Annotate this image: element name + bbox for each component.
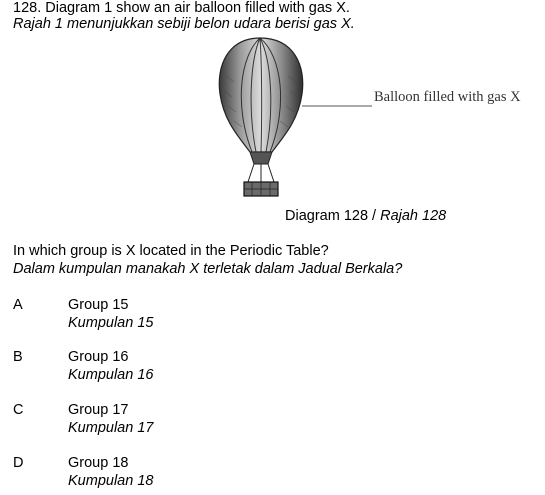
option-label-en: Group 17: [68, 402, 129, 418]
question-stem-ms: Rajah 1 menunjukkan sebiji belon udara berisi gas X.: [13, 16, 355, 32]
balloon-figure: [210, 36, 540, 206]
option-a[interactable]: [13, 297, 513, 337]
option-label-en: Group 15: [68, 297, 129, 313]
prompt-en: In which group is X located in the Periodic Table?: [13, 243, 329, 259]
balloon-ropes: [248, 164, 274, 182]
option-label-en: Group 16: [68, 349, 129, 365]
option-d[interactable]: [13, 455, 513, 495]
balloon-illustration: [210, 36, 540, 206]
option-label-ms: Kumpulan 17: [68, 420, 154, 436]
figure-caption: [285, 208, 446, 225]
option-label-en: Group 18: [68, 455, 129, 471]
question-stem-en: 128. Diagram 1 show an air balloon filled with gas X.: [13, 0, 350, 16]
option-letter: C: [13, 402, 24, 418]
balloon-skirt: [250, 152, 272, 164]
option-label-ms: Kumpulan 15: [68, 315, 154, 331]
option-c[interactable]: [13, 402, 513, 442]
option-letter: A: [13, 297, 23, 313]
prompt-ms: Dalam kumpulan manakah X terletak dalam Jadual Berkala?: [13, 261, 403, 277]
option-letter: D: [13, 455, 24, 471]
option-letter: B: [13, 349, 23, 365]
option-label-ms: Kumpulan 16: [68, 367, 154, 383]
option-label-ms: Kumpulan 18: [68, 473, 154, 489]
option-b[interactable]: [13, 349, 513, 389]
caption-en: Diagram 128 /: [285, 208, 381, 224]
callout-label: Balloon filled with gas X: [374, 89, 521, 105]
caption-ms: Rajah 128: [380, 208, 447, 224]
